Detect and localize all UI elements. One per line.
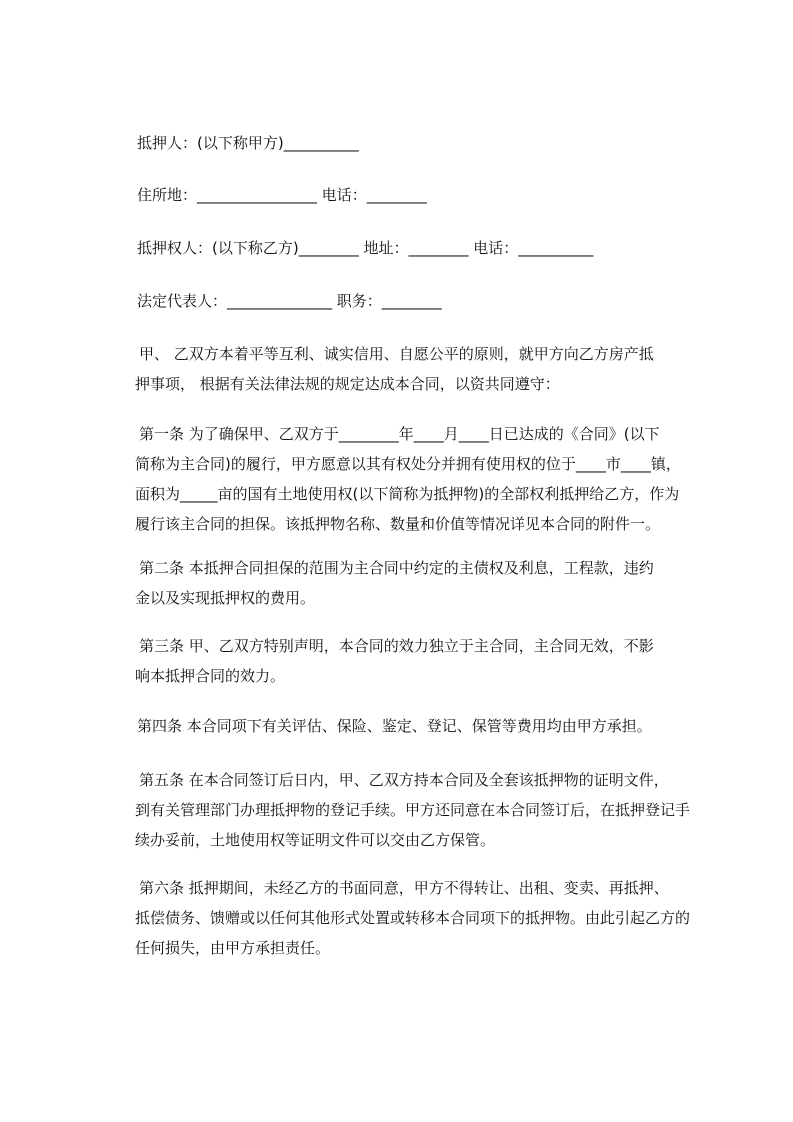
- preamble-paragraph: [137, 339, 702, 399]
- article-6-line-1: 第六条 抵押期间，未经乙方的书面同意，甲方不得转让、出租、变卖、再抵押、: [139, 879, 669, 897]
- article-3-line-2: 响本抵押合同的效力。: [135, 667, 286, 685]
- article-1-line-3: 面积为_____亩的国有土地使用权(以下简称为抵押物)的全部权利抵押给乙方，作为: [135, 485, 680, 503]
- article-1: [137, 419, 702, 539]
- article-2-line-2: 金以及实现抵押权的费用。: [135, 589, 316, 607]
- article-3-line-1: 第三条 甲、乙双方特别声明，本合同的效力独立于主合同，主合同无效，不影: [139, 637, 654, 655]
- article-3: [137, 631, 702, 691]
- mortgagee-field: 抵押权人：(以下称乙方)________ 地址：________ 电话：__________: [137, 239, 594, 257]
- article-1-line-2: 简称为主合同)的履行，甲方愿意以其有权处分并拥有使用权的位于____市____镇，: [135, 455, 681, 473]
- article-6-line-3: 任何损失，由甲方承担责任。: [135, 939, 331, 957]
- article-5: [137, 765, 702, 855]
- article-5-line-1: 第五条 在本合同签订后日内，甲、乙双方持本合同及全套该抵押物的证明文件，: [139, 771, 669, 789]
- article-2-line-1: 第二条 本抵押合同担保的范围为主合同中约定的主债权及利息，工程款，违约: [139, 559, 654, 577]
- article-1-line-4: 履行该主合同的担保。该抵押物名称、数量和价值等情况详见本合同的附件一。: [135, 515, 661, 533]
- article-6: [137, 873, 702, 963]
- legal-representative-field: 法定代表人：______________ 职务：________: [137, 292, 442, 310]
- preamble-line-2: 押事项， 根据有关法律法规的规定达成本合同，以资共同遵守：: [135, 375, 560, 393]
- article-2: [137, 553, 702, 613]
- article-4-line-1: 第四条 本合同项下有关评估、保险、鉴定、登记、保管等费用均由甲方承担。: [137, 717, 652, 735]
- article-4: [137, 711, 702, 741]
- article-6-line-2: 抵偿债务、馈赠或以任何其他形式处置或转移本合同项下的抵押物。由此引起乙方的: [135, 909, 691, 927]
- mortgagor-field: 抵押人：(以下称甲方)__________: [137, 134, 359, 152]
- article-5-line-2: 到有关管理部门办理抵押物的登记手续。甲方还同意在本合同签订后，在抵押登记手: [135, 801, 691, 819]
- preamble-line-1: 甲、 乙双方本着平等互利、诚实信用、自愿公平的原则，就甲方向乙方房产抵: [139, 345, 654, 363]
- article-5-line-3: 续办妥前，土地使用权等证明文件可以交由乙方保管。: [135, 831, 496, 849]
- article-1-line-1: 第一条 为了确保甲、乙双方于________年____月____日已达成的《合同》(以下: [139, 425, 660, 443]
- residence-phone-field: 住所地：________________ 电话：________: [137, 186, 427, 204]
